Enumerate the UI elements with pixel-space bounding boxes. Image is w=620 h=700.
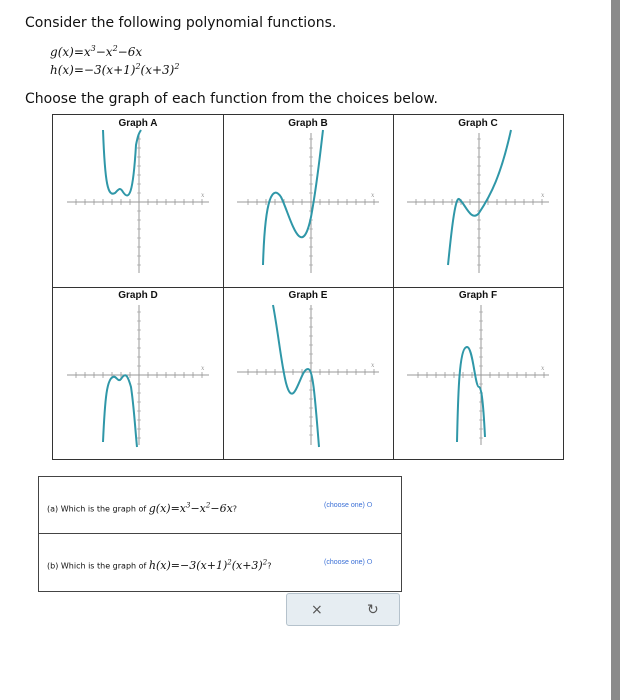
graph-title: Graph A <box>118 118 158 129</box>
g-exp2: 2 <box>112 44 118 53</box>
function-h <box>50 62 179 77</box>
polynomial-curve <box>103 375 137 447</box>
qb-prefix: (b) Which is the graph of <box>47 561 149 571</box>
qa-f: g <box>148 501 156 515</box>
coordinate-plane <box>223 115 393 287</box>
qa-p1: =x <box>170 501 186 515</box>
qa-suffix: ? <box>232 504 238 514</box>
qa-prefix: (a) Which is the graph of <box>47 504 149 514</box>
qb-suffix: ? <box>267 561 272 571</box>
graph-b <box>223 115 393 287</box>
graph-c <box>393 115 563 287</box>
x-axis-label: x <box>201 365 205 372</box>
graph-title: Graph E <box>288 290 328 301</box>
graph-grid <box>52 114 564 460</box>
graph-a <box>53 115 223 287</box>
polynomial-curve <box>103 130 141 195</box>
graph-f <box>393 287 563 459</box>
g-exp1: 3 <box>90 44 96 53</box>
coordinate-plane <box>53 115 223 287</box>
question-a <box>38 476 402 534</box>
question-b-text <box>47 558 271 572</box>
qb-p1: =−3(x+1) <box>170 558 228 572</box>
qb-p2: (x+3) <box>231 558 263 572</box>
x-axis-label: x <box>201 192 205 199</box>
qa-e2: 2 <box>205 501 211 509</box>
graph-d <box>53 287 223 459</box>
h-exp1: 2 <box>135 62 141 71</box>
h-term2: (x+3) <box>140 63 175 77</box>
qb-v: (x) <box>156 558 171 572</box>
qa-v: (x) <box>155 501 171 515</box>
g-name: g <box>50 45 58 59</box>
h-term1: =−3(x+1) <box>73 63 136 77</box>
g-term2: −x <box>95 45 113 59</box>
graph-title: Graph B <box>288 118 328 129</box>
clear-answer-button[interactable]: × <box>311 602 323 618</box>
window-scrollbar[interactable] <box>611 0 620 700</box>
coordinate-plane <box>53 287 223 459</box>
question-a-dropdown[interactable]: (choose one) ⭘ <box>324 502 373 509</box>
x-axis-label: x <box>541 365 545 372</box>
polynomial-curve <box>263 130 323 265</box>
qa-function <box>149 502 233 515</box>
question-b <box>38 534 402 592</box>
qa-p3: −6x <box>210 501 233 515</box>
intro-text: Consider the following polynomial functions. <box>25 15 337 31</box>
qb-e1: 2 <box>227 558 232 566</box>
qb-function <box>149 559 267 572</box>
qa-e1: 3 <box>186 501 191 509</box>
graph-title: Graph C <box>458 118 498 129</box>
function-g <box>50 44 142 59</box>
coordinate-plane <box>393 287 563 459</box>
x-axis-label: x <box>371 362 375 369</box>
graph-title: Graph F <box>458 290 498 301</box>
graph-title: Graph D <box>118 290 158 301</box>
reset-icon[interactable]: ↻ <box>367 602 379 618</box>
coordinate-plane <box>393 115 563 287</box>
qb-e2: 2 <box>262 558 268 566</box>
h-name: h <box>50 63 58 77</box>
qb-f: h <box>148 558 156 572</box>
h-exp2: 2 <box>174 62 180 71</box>
question-a-text <box>47 501 237 515</box>
x-axis-label: x <box>541 192 545 199</box>
answer-toolbar <box>286 593 400 626</box>
g-var: (x) <box>57 45 74 59</box>
instructions: Choose the graph of each function from the choices below. <box>25 91 438 107</box>
g-term3: −6x <box>117 45 143 59</box>
h-var: (x) <box>57 63 74 77</box>
qa-p2: −x <box>190 501 206 515</box>
g-term1: =x <box>73 45 91 59</box>
graph-e <box>223 287 393 459</box>
coordinate-plane <box>223 287 393 459</box>
question-b-dropdown[interactable]: (choose one) ⭘ <box>324 559 373 566</box>
x-axis-label: x <box>371 192 375 199</box>
